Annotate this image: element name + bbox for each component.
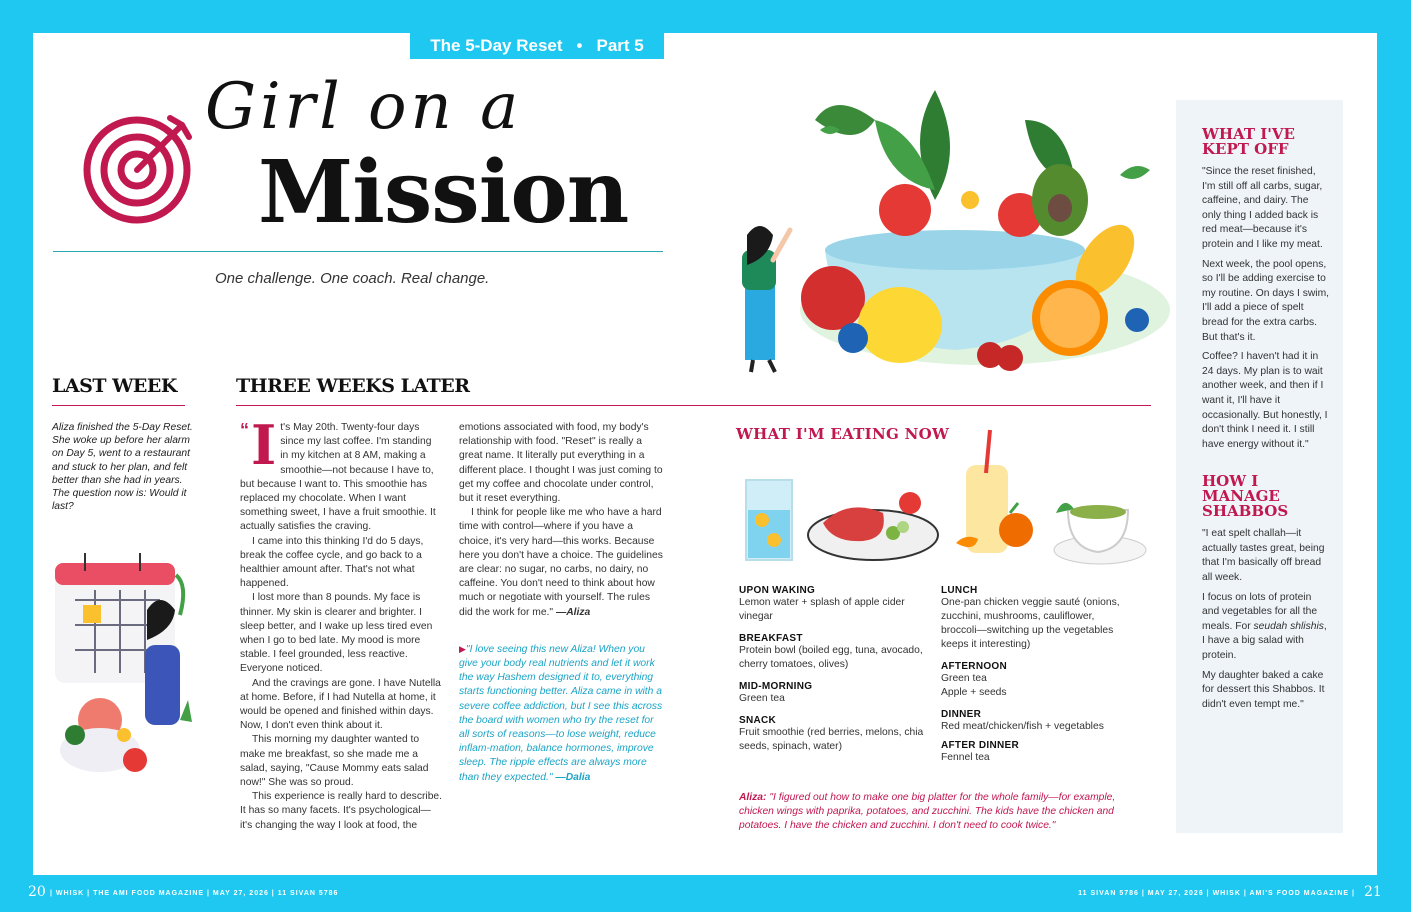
shabbos-heading: HOW I MANAGE SHABBOS bbox=[1202, 472, 1289, 521]
paragraph-1: t's May 20th. Twenty-four days since my last coffee. I'm standing in my kitchen at 8 AM, making a smoothie—not because I have to, but because I want to. This smoothie has replaced my chocolate. When I want something sweet, I have a fruit smoothie. It actually satisfies the craving. bbox=[240, 422, 436, 533]
meal-label-snack: SNACK bbox=[739, 715, 777, 726]
meals-column-two bbox=[941, 585, 1131, 765]
aliza-attribution: —Aliza bbox=[553, 606, 591, 618]
shabbos-paragraph-3: My daughter baked a cake for dessert this Shabbos. It didn't even tempt me." bbox=[1202, 669, 1325, 710]
part-number: Part 5 bbox=[596, 36, 644, 55]
drop-cap: I bbox=[251, 413, 277, 477]
meal-label-afternoon: AFTERNOON bbox=[941, 661, 1008, 672]
last-week-rule bbox=[52, 405, 185, 406]
last-week-heading: LAST WEEK bbox=[52, 375, 177, 397]
meal-text-afternoon-2: Apple + seeds bbox=[941, 687, 1007, 698]
kept-off-paragraph-3: Coffee? I haven't had it in 24 days. My plan is to wait another week, and then if I want it, I'll have it occasionally. But honestly, I don't think I need it. I still have energy without it." bbox=[1202, 351, 1328, 450]
eating-quote-name: Aliza: bbox=[739, 792, 767, 803]
paragraph-4: And the cravings are gone. I have Nutella at home. Before, if I had Nutella at home, it would be opened and finished within days. Now, I don't even think about it. bbox=[240, 677, 441, 732]
page-number-right: 21 bbox=[1364, 884, 1382, 900]
dalia-attribution: —Dalia bbox=[552, 771, 591, 783]
column-one bbox=[240, 413, 443, 833]
meal-label-after-dinner: AFTER DINNER bbox=[941, 740, 1020, 751]
meal-label-upon-waking: UPON WAKING bbox=[739, 585, 816, 596]
food-drinks-illustration bbox=[738, 425, 1148, 575]
footer-left: | WHISK | THE AMI FOOD MAGAZINE | MAY 27, 2026 | 11 SIVAN 5786 bbox=[50, 890, 339, 897]
paragraph-3: I lost more than 8 pounds. My face is thinner. My skin is clearer and brighter. I sleep better, and I wake up less tired even when I go to bed late. My mood is more stable. I feel grounded, less reactive. Everyone noticed. bbox=[240, 592, 433, 675]
meal-text-breakfast: Protein bowl (boiled egg, tuna, avocado, cherry tomatoes, olives) bbox=[739, 645, 923, 670]
calendar-illustration bbox=[50, 545, 205, 780]
paragraph-2: I came into this thinking I'd do 5 days, break the coffee cycle, and go back to a healthier amount after. That's not what happened. bbox=[240, 535, 424, 590]
three-weeks-rule bbox=[236, 405, 1151, 406]
title-main: Mission bbox=[258, 142, 629, 243]
meal-label-mid-morning: MID-MORNING bbox=[739, 681, 813, 692]
meal-label-dinner: DINNER bbox=[941, 709, 982, 720]
meal-text-snack: Fruit smoothie (red berries, melons, chia seeds, spinach, water) bbox=[739, 727, 924, 752]
shabbos-text bbox=[1202, 527, 1330, 712]
meal-text-dinner: Red meat/chicken/fish + vegetables bbox=[941, 721, 1104, 732]
opening-quote-icon: “ bbox=[240, 420, 249, 440]
kept-off-paragraph-2: Next week, the pool opens, so I'll be adding exercise to my routine. On days I swim, I'll add a piece of spelt bread for the extra carbs. But that's it. bbox=[1202, 258, 1330, 343]
eating-quote-text: "I figured out how to make one big platter for the whole family—for example, chicken wings with paprika, potatoes, and zucchini. The kids have the chicken and potatoes. I have the chicken and zucchini. I don't need to cook twice." bbox=[739, 792, 1116, 831]
shabbos-paragraph-2a: I focus on lots of protein and vegetables for all the meals. For bbox=[1202, 591, 1318, 632]
sidebar-content bbox=[1202, 127, 1330, 717]
seudah-shlishis-term: seudah shlishis bbox=[1253, 620, 1324, 632]
title-divider bbox=[53, 251, 663, 252]
meal-text-lunch: One-pan chicken veggie sauté (onions, zucchini, mushrooms, cauliflower, broccoli—switching up the vegetables keeps it interesting) bbox=[941, 597, 1120, 650]
last-week-text: Aliza finished the 5-Day Reset. She woke up before her alarm on Day 5, went to a restaurant and stuck to her plan, and felt better than she had in years. The question now is: Would it last? bbox=[52, 422, 193, 513]
series-name: The 5-Day Reset bbox=[430, 36, 563, 55]
dalia-quote: "I love seeing this new Aliza! When you give your body real nutrients and let it work the way Hashem designed it to, everything starts functioning better. Aliza came in with a severe coffee addiction, but I see this across the board with women who try the reset for all sorts of reasons—to lose weight, reduce inflam-mation, balance hormones, improve sleep. The ripple effects are always more than they expected." bbox=[459, 643, 663, 783]
kept-off-text bbox=[1202, 165, 1330, 452]
paragraph-5: This morning my daughter wanted to make me breakfast, so she made me a salad, saying, "Cause Mommy eats salad now!" She was so proud. bbox=[240, 734, 429, 789]
shabbos-paragraph-2c: , I have a big salad with protein. bbox=[1202, 620, 1327, 662]
paragraph-7: emotions associated with food, my body's relationship with food. "Reset" is really a great name. It literally put everything in a different place. I thought I was just coming to get my coffee and chocolate under control, but it reset everything. bbox=[459, 422, 663, 505]
meal-text-after-dinner: Fennel tea bbox=[941, 752, 990, 763]
page-number-left: 20 bbox=[28, 884, 46, 900]
kept-off-paragraph-1: "Since the reset finished, I'm still off all carbs, sugar, caffeine, and dairy. The only thing I added back is red meat—because it's protein and I like my meat. bbox=[1202, 166, 1323, 250]
column-two bbox=[459, 421, 665, 785]
shabbos-paragraph-2 bbox=[1202, 591, 1330, 664]
three-weeks-heading: THREE WEEKS LATER bbox=[236, 375, 470, 397]
paragraph-6: This experience is really hard to describe. It has so many facets. It's psychological—it's changing the way I look at food, the bbox=[240, 791, 443, 831]
quote-arrow-icon: ▶ bbox=[459, 643, 466, 654]
meal-text-upon-waking: Lemon water + splash of apple cider vinegar bbox=[739, 597, 905, 622]
meal-text-mid-morning: Green tea bbox=[739, 693, 785, 704]
meal-label-breakfast: BREAKFAST bbox=[739, 633, 803, 644]
kept-off-heading: WHAT I'VE KEPT OFF bbox=[1202, 125, 1295, 158]
meals-column-one bbox=[739, 585, 924, 754]
title-script: Girl on a bbox=[205, 70, 523, 144]
separator-dot: • bbox=[576, 36, 583, 55]
tagline: One challenge. One coach. Real change. bbox=[215, 270, 490, 287]
salad-bowl-illustration bbox=[725, 80, 1170, 380]
eating-quote bbox=[739, 791, 1144, 833]
shabbos-paragraph-1: "I eat spelt challah—it actually tastes great, being that I'm basically off bread all week. bbox=[1202, 528, 1325, 584]
meal-label-lunch: LUNCH bbox=[941, 585, 978, 596]
target-icon bbox=[82, 110, 197, 225]
paragraph-8: I think for people like me who have a hard time with control—where if you have a choice, it's very hard—this works. Because here you don't have a choice. The guidelines are clear: no sugar, no carbs, no dairy, no caffeine. You don't need to think about how much or negotiate with yourself. The rules did the work for me." bbox=[459, 507, 663, 618]
footer-right: 11 SIVAN 5786 | MAY 27, 2026 | WHISK | AMI'S FOOD MAGAZINE | bbox=[1078, 890, 1355, 897]
series-kicker bbox=[410, 33, 664, 59]
meal-text-afternoon: Green tea bbox=[941, 673, 987, 684]
eating-heading: WHAT I'M EATING NOW bbox=[736, 425, 950, 443]
